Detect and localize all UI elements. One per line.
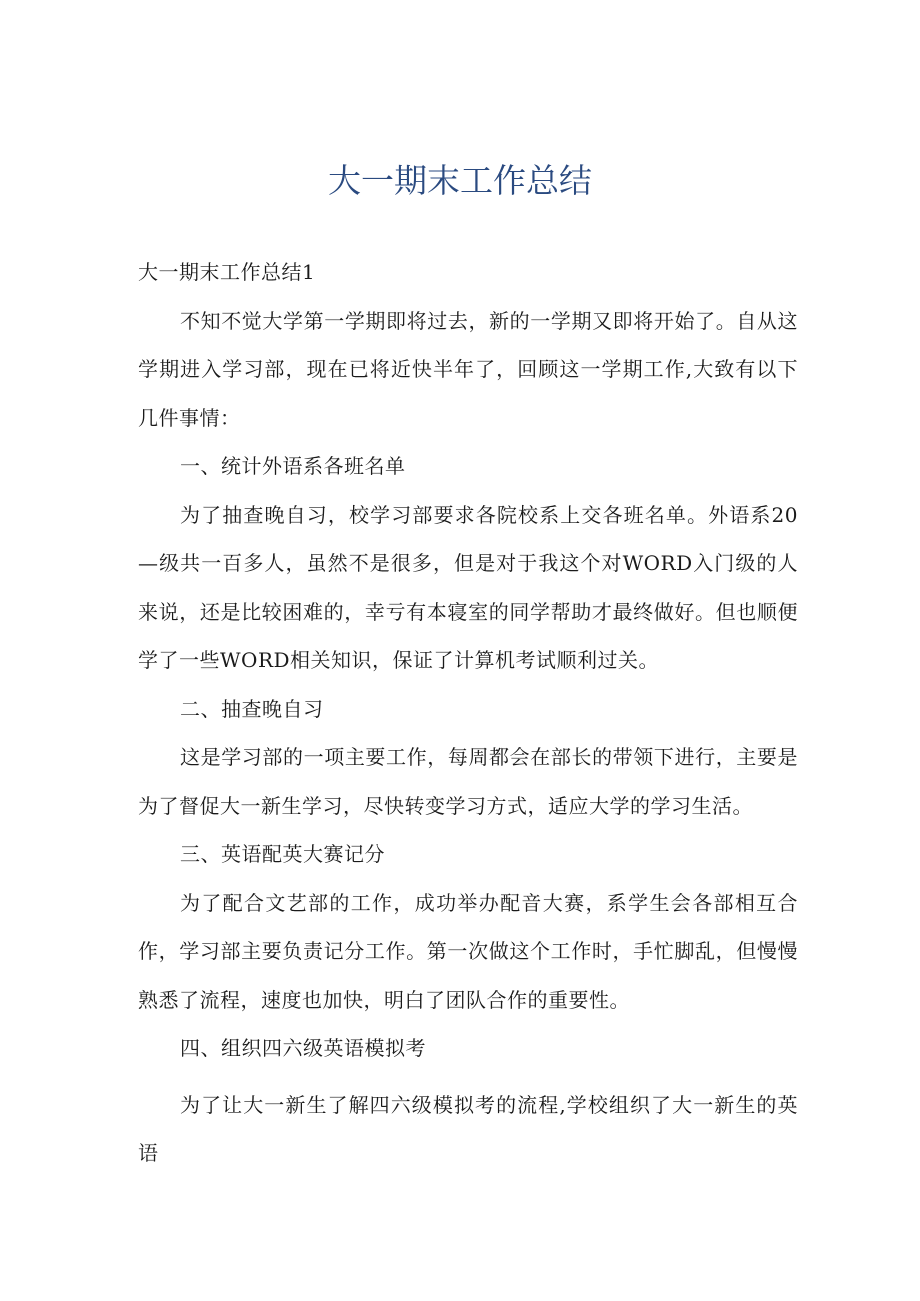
document-body (138, 248, 798, 1178)
section-heading: 大一期末工作总结1 (138, 260, 316, 284)
paragraph: 为了抽查晚自习，校学习部要求各院校系上交各班名单。外语系20—级共一百多人，虽然不是很多，但是对于我这个对WORD入门级的人来说，还是比较困难的，幸亏有本寝室的同学帮助才最终做好。但也顺便学了一些WORD相关知识，保证了计算机考试顺利过关。 (138, 502, 798, 672)
paragraph: 为了让大一新生了解四六级模拟考的流程,学校组织了大一新生的英语 (138, 1092, 798, 1165)
paragraph: 不知不觉大学第一学期即将过去，新的一学期又即将开始了。自从这学期进入学习部，现在已将近快半年了，回顾这一学期工作,大致有以下几件事情： (138, 308, 798, 430)
document-title: 大一期末工作总结 (328, 161, 592, 200)
paragraph: 这是学习部的一项主要工作，每周都会在部长的带领下进行，主要是为了督促大一新生学习，尽快转变学习方式，适应大学的学习生活。 (138, 745, 798, 818)
list-heading: 三、英语配英大赛记分 (180, 842, 385, 866)
list-heading: 一、统计外语系各班名单 (180, 454, 406, 478)
list-heading: 二、抽查晚自习 (180, 696, 324, 721)
paragraph: 为了配合文艺部的工作，成功举办配音大赛，系学生会各部相互合作，学习部主要负责记分工作。第一次做这个工作时，手忙脚乱，但慢慢熟悉了流程，速度也加快，明白了团队合作的重要性。 (138, 890, 798, 1012)
list-heading: 四、组织四六级英语模拟考 (180, 1036, 426, 1060)
